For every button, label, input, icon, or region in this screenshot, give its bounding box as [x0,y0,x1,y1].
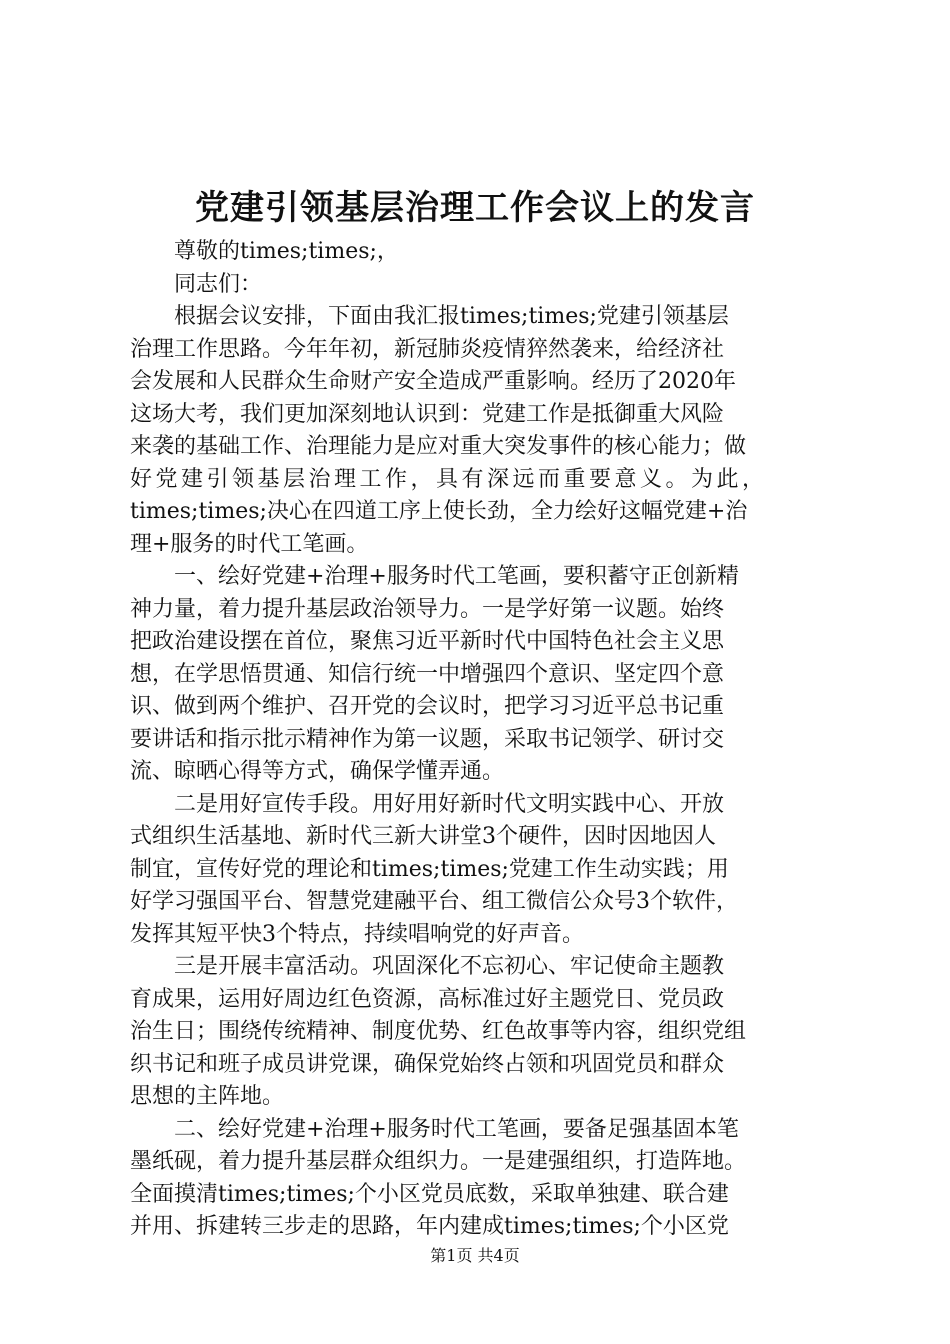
salutation-line: 尊敬的times;times;， [174,239,399,264]
paragraph-line: 好党建引领基层治理工作，具有深远而重要意义。为此， [130,466,768,492]
paragraph-line: 织书记和班子成员讲党课，确保党始终占领和巩固党员和群众 [130,1051,725,1077]
paragraph-line: 来袭的基础工作、治理能力是应对重大突发事件的核心能力；做 [130,434,747,459]
paragraph-line: 制宜，宣传好党的理论和times;times;党建工作生动实践；用 [130,856,729,882]
page-number-footer: 第1页 共4页 [430,1246,520,1265]
paragraph-line: 治生日；围绕传统精神、制度优势、红色故事等内容，组织党组 [130,1019,747,1044]
paragraph-line: 育成果，运用好周边红色资源，高标准过好主题党日、党员政 [130,986,725,1012]
paragraph-line: 发挥其短平快3个特点，持续唱响党的好声音。 [130,921,584,947]
paragraph-line: 识、做到两个维护、召开党的会议时，把学习习近平总书记重 [130,694,725,719]
paragraph-line: 流、晾晒心得等方式，确保学懂弄通。 [130,759,505,784]
paragraph-line: 好学习强国平台、智慧党建融平台、组工微信公众号3个软件， [130,889,738,914]
paragraph-line: 要讲话和指示批示精神作为第一议题，采取书记领学、研讨交 [130,726,725,752]
salutation-line: 同志们： [174,271,263,297]
paragraph-line: 全面摸清times;times;个小区党员底数，采取单独建、联合建 [130,1181,729,1207]
document-title: 党建引领基层治理工作会议上的发言 [195,188,755,228]
document-body [130,236,830,1244]
paragraph-line: 一、绘好党建+治理+服务时代工笔画，要积蓄守正创新精 [174,564,739,589]
paragraph-line: 并用、拆建转三步走的思路，年内建成times;times;个小区党 [130,1214,729,1239]
paragraph-line: 根据会议安排，下面由我汇报times;times;党建引领基层 [174,304,729,329]
paragraph-line: 思想的主阵地。 [130,1084,285,1109]
paragraph-line: 二是用好宣传手段。用好用好新时代文明实践中心、开放 [174,791,725,817]
paragraph-line: 二、绘好党建+治理+服务时代工笔画，要备足强基固本笔 [174,1116,739,1142]
paragraph-line: 会发展和人民群众生命财产安全造成严重影响。经历了2020年 [130,369,736,394]
paragraph-line: 墨纸砚，着力提升基层群众组织力。一是建强组织，打造阵地。 [130,1149,747,1174]
paragraph-line: 三是开展丰富活动。巩固深化不忘初心、牢记使命主题教 [174,954,725,979]
paragraph-line: 式组织生活基地、新时代三新大讲堂3个硬件，因时因地因人 [130,824,716,849]
paragraph-line: 治理工作思路。今年年初，新冠肺炎疫情猝然袭来，给经济社 [130,336,725,362]
paragraph-line: 神力量，着力提升基层政治领导力。一是学好第一议题。始终 [130,596,725,622]
paragraph-line: 理+服务的时代工笔画。 [130,531,369,557]
paragraph-line: 这场大考，我们更加深刻地认识到：党建工作是抵御重大风险 [130,401,725,427]
paragraph-line: 想，在学思悟贯通、知信行统一中增强四个意识、坚定四个意 [130,661,725,687]
paragraph-line: 把政治建设摆在首位，聚焦习近平新时代中国特色社会主义思 [130,629,725,654]
paragraph-line: times;times;决心在四道工序上使长劲，全力绘好这幅党建+治 [130,499,748,524]
